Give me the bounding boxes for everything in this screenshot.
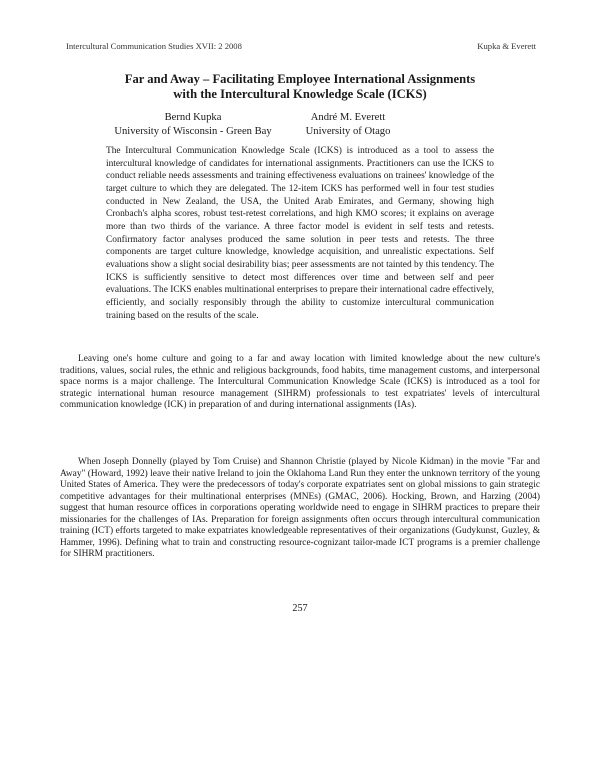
author-name: Bernd Kupka: [164, 112, 222, 123]
body-paragraph-2: When Joseph Donnelly (played by Tom Cruise) and Shannon Christie (played by Nicole Kidman) in the movie "Far and Away" (Howard, 1992) leave their native Ireland to join the Oklahoma Land Run they enter the unknown territory of the young United States of America. They were the predecessors of today's corporate expatriates sent on global missions to gain strategic competitive advantages for their multinational enterprises (MNEs) (GMAC, 2006). Hocking, Brown, and Harzing (2004) suggest that human resource offices in corporations operating worldwide need to engage in SIHRM practices to prepare their missionaries for the challenges of IAs. Preparation for foreign assignments often occurs through intercultural communication training (ICT) efforts targeted to make expatriates knowledgeable representatives of their organizations (Gudykunst, Guzley, & Hammer, 1996). Defining what to train and constructing resource-cognizant tailor-made ICT programs is a premier challenge for SIHRM practitioners.: [60, 457, 540, 559]
running-head-authors: Kupka & Everett: [477, 41, 536, 51]
running-head-journal: Intercultural Communication Studies XVII: 2 2008: [66, 41, 242, 51]
author-affiliation: University of Otago: [305, 125, 391, 137]
author-affiliation: University of Wisconsin - Green Bay: [114, 125, 272, 137]
paper-title-line-1: Far and Away – Facilitating Employee International Assignments: [124, 72, 476, 86]
author-block-2: [293, 111, 403, 138]
abstract: The Intercultural Communication Knowledge Scale (ICKS) is introduced as a tool to assess the intercultural knowledge of candidates for international assignments. Practitioners can use the ICKS to conduct reliable needs assessments and training effectiveness evaluations on trainees' knowledge of the target culture to which they are delegated. The 12-item ICKS has performed well in four test studies conducted in New Zealand, the USA, the United Arab Emirates, and Germany, showing high Cronbach's alpha scores, robust test-retest correlations, and high KMO scores; it explains on average more than two thirds of the variance. A three factor model is evident in self tests and retests. Confirmatory factor analyses produced the same solution in peer tests and retests. The three components are target culture knowledge, knowledge acquisition, and unrealistic expectations. Self evaluations show a slight social desirability bias; peer assessments are not tainted by this tendency. The ICKS is sufficiently sensitive to detect most differences over time and between self and peer evaluations. The ICKS enables multinational enterprises to prepare their international cadre effectively, efficiently, and socially responsibly through the ability to customize intercultural communication training based on the results of the scale.: [106, 146, 494, 321]
paper-title-line-2: with the Intercultural Knowledge Scale (ICKS): [173, 87, 427, 101]
author-name: André M. Everett: [310, 112, 386, 123]
body-paragraph-1: Leaving one's home culture and going to a far and away location with limited knowledge about the new culture's traditions, values, social rules, the ethnic and religious backgrounds, food habits, time management customs, and interpersonal space norms is a major challenge. The Intercultural Communication Knowledge Scale (ICKS) is introduced as a tool for strategic international human resource management (SIHRM) professionals to test expatriates' levels of intercultural communication knowledge (ICK) in preparation of and during international assignments (IAs).: [60, 354, 540, 410]
page-number: 257: [292, 603, 308, 614]
author-block-1: [98, 111, 288, 138]
paper-title: [70, 72, 530, 102]
